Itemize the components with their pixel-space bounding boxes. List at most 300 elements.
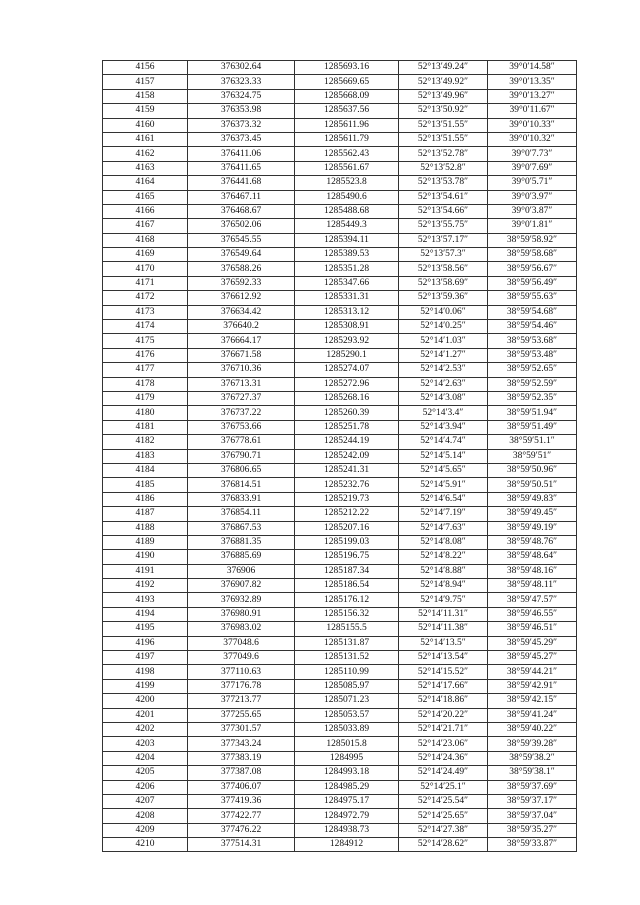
latitude-cell: 52°13′54.61″ <box>399 190 488 204</box>
latitude-cell: 52°14′7.63″ <box>399 521 488 535</box>
latitude-cell: 52°14′24.49″ <box>399 766 488 780</box>
x-coordinate-cell: 376502.06 <box>188 219 295 233</box>
table-row <box>103 579 577 593</box>
y-coordinate-cell: 1285611.96 <box>295 118 399 132</box>
point-number-cell: 4208 <box>103 809 188 823</box>
y-coordinate-cell: 1285693.16 <box>295 61 399 75</box>
latitude-cell: 52°14′5.65″ <box>399 463 488 477</box>
y-coordinate-cell: 1285313.12 <box>295 305 399 319</box>
point-number-cell: 4186 <box>103 492 188 506</box>
table-row <box>103 607 577 621</box>
latitude-cell: 52°13′49.92″ <box>399 75 488 89</box>
longitude-cell: 38°59′46.51″ <box>488 622 577 636</box>
longitude-cell: 38°59′49.45″ <box>488 507 577 521</box>
longitude-cell: 38°59′51.94″ <box>488 406 577 420</box>
longitude-cell: 39°0′14.58″ <box>488 61 577 75</box>
latitude-cell: 52°14′25.1″ <box>399 780 488 794</box>
latitude-cell: 52°14′3.94″ <box>399 420 488 434</box>
latitude-cell: 52°14′13.54″ <box>399 651 488 665</box>
table-row <box>103 535 577 549</box>
point-number-cell: 4210 <box>103 838 188 852</box>
latitude-cell: 52°13′49.24″ <box>399 61 488 75</box>
x-coordinate-cell: 376806.65 <box>188 463 295 477</box>
y-coordinate-cell: 1285260.39 <box>295 406 399 420</box>
point-number-cell: 4181 <box>103 420 188 434</box>
latitude-cell: 52°13′52.78″ <box>399 147 488 161</box>
latitude-cell: 52°14′5.91″ <box>399 478 488 492</box>
latitude-cell: 52°13′50.92″ <box>399 104 488 118</box>
table-row <box>103 161 577 175</box>
y-coordinate-cell: 1285110.99 <box>295 665 399 679</box>
x-coordinate-cell: 376753.66 <box>188 420 295 434</box>
table-row <box>103 492 577 506</box>
point-number-cell: 4167 <box>103 219 188 233</box>
latitude-cell: 52°14′6.54″ <box>399 492 488 506</box>
x-coordinate-cell: 376778.61 <box>188 435 295 449</box>
longitude-cell: 39°0′3.87″ <box>488 204 577 218</box>
point-number-cell: 4189 <box>103 535 188 549</box>
table-row <box>103 708 577 722</box>
table-row <box>103 463 577 477</box>
table-row <box>103 550 577 564</box>
point-number-cell: 4188 <box>103 521 188 535</box>
y-coordinate-cell: 1285033.89 <box>295 722 399 736</box>
latitude-cell: 52°14′8.94″ <box>399 579 488 593</box>
longitude-cell: 38°59′33.87″ <box>488 838 577 852</box>
longitude-cell: 38°59′48.64″ <box>488 550 577 564</box>
latitude-cell: 52°14′17.66″ <box>399 679 488 693</box>
point-number-cell: 4207 <box>103 794 188 808</box>
x-coordinate-cell: 376373.32 <box>188 118 295 132</box>
table-row <box>103 276 577 290</box>
point-number-cell: 4202 <box>103 722 188 736</box>
longitude-cell: 38°59′37.04″ <box>488 809 577 823</box>
point-number-cell: 4205 <box>103 766 188 780</box>
y-coordinate-cell: 1284938.73 <box>295 823 399 837</box>
point-number-cell: 4179 <box>103 391 188 405</box>
x-coordinate-cell: 376324.75 <box>188 89 295 103</box>
table-row <box>103 665 577 679</box>
x-coordinate-cell: 377422.77 <box>188 809 295 823</box>
y-coordinate-cell: 1285212.22 <box>295 507 399 521</box>
table-row <box>103 248 577 262</box>
x-coordinate-cell: 376867.53 <box>188 521 295 535</box>
latitude-cell: 52°14′0.06″ <box>399 305 488 319</box>
latitude-cell: 52°14′2.63″ <box>399 377 488 391</box>
latitude-cell: 52°14′23.06″ <box>399 737 488 751</box>
longitude-cell: 38°59′42.15″ <box>488 694 577 708</box>
latitude-cell: 52°13′53.78″ <box>399 176 488 190</box>
longitude-cell: 38°59′52.59″ <box>488 377 577 391</box>
table-row <box>103 694 577 708</box>
y-coordinate-cell: 1285156.32 <box>295 607 399 621</box>
table-row <box>103 132 577 146</box>
y-coordinate-cell: 1285131.52 <box>295 651 399 665</box>
x-coordinate-cell: 376737.22 <box>188 406 295 420</box>
table-row <box>103 838 577 852</box>
y-coordinate-cell: 1285131.87 <box>295 636 399 650</box>
longitude-cell: 39°0′7.69″ <box>488 161 577 175</box>
x-coordinate-cell: 376854.11 <box>188 507 295 521</box>
point-number-cell: 4163 <box>103 161 188 175</box>
table-row <box>103 219 577 233</box>
longitude-cell: 38°59′44.21″ <box>488 665 577 679</box>
y-coordinate-cell: 1285351.28 <box>295 262 399 276</box>
x-coordinate-cell: 376664.17 <box>188 334 295 348</box>
longitude-cell: 38°59′56.49″ <box>488 276 577 290</box>
point-number-cell: 4175 <box>103 334 188 348</box>
longitude-cell: 38°59′37.17″ <box>488 794 577 808</box>
y-coordinate-cell: 1285085.97 <box>295 679 399 693</box>
y-coordinate-cell: 1285669.65 <box>295 75 399 89</box>
x-coordinate-cell: 377255.65 <box>188 708 295 722</box>
longitude-cell: 39°0′1.81″ <box>488 219 577 233</box>
point-number-cell: 4168 <box>103 233 188 247</box>
table-row <box>103 823 577 837</box>
table-row <box>103 507 577 521</box>
x-coordinate-cell: 377514.31 <box>188 838 295 852</box>
x-coordinate-cell: 376671.58 <box>188 348 295 362</box>
y-coordinate-cell: 1284912 <box>295 838 399 852</box>
y-coordinate-cell: 1284995 <box>295 751 399 765</box>
point-number-cell: 4194 <box>103 607 188 621</box>
latitude-cell: 52°13′58.56″ <box>399 262 488 276</box>
latitude-cell: 52°14′4.74″ <box>399 435 488 449</box>
point-number-cell: 4162 <box>103 147 188 161</box>
point-number-cell: 4197 <box>103 651 188 665</box>
table-row <box>103 363 577 377</box>
longitude-cell: 38°59′51.1″ <box>488 435 577 449</box>
longitude-cell: 38°59′46.55″ <box>488 607 577 621</box>
y-coordinate-cell: 1285611.79 <box>295 132 399 146</box>
longitude-cell: 38°59′55.63″ <box>488 291 577 305</box>
point-number-cell: 4171 <box>103 276 188 290</box>
point-number-cell: 4191 <box>103 564 188 578</box>
longitude-cell: 38°59′39.28″ <box>488 737 577 751</box>
longitude-cell: 38°59′38.2″ <box>488 751 577 765</box>
x-coordinate-cell: 376441.68 <box>188 176 295 190</box>
table-row <box>103 651 577 665</box>
point-number-cell: 4178 <box>103 377 188 391</box>
table-row <box>103 291 577 305</box>
y-coordinate-cell: 1284972.79 <box>295 809 399 823</box>
longitude-cell: 38°59′48.76″ <box>488 535 577 549</box>
longitude-cell: 38°59′41.24″ <box>488 708 577 722</box>
table-row <box>103 679 577 693</box>
x-coordinate-cell: 377110.63 <box>188 665 295 679</box>
point-number-cell: 4180 <box>103 406 188 420</box>
table-row <box>103 780 577 794</box>
table-row <box>103 406 577 420</box>
x-coordinate-cell: 376592.33 <box>188 276 295 290</box>
x-coordinate-cell: 376545.55 <box>188 233 295 247</box>
x-coordinate-cell: 376323.33 <box>188 75 295 89</box>
point-number-cell: 4173 <box>103 305 188 319</box>
y-coordinate-cell: 1285241.31 <box>295 463 399 477</box>
table-row <box>103 722 577 736</box>
point-number-cell: 4185 <box>103 478 188 492</box>
point-number-cell: 4190 <box>103 550 188 564</box>
longitude-cell: 38°59′37.69″ <box>488 780 577 794</box>
latitude-cell: 52°14′5.14″ <box>399 449 488 463</box>
point-number-cell: 4200 <box>103 694 188 708</box>
latitude-cell: 52°14′8.88″ <box>399 564 488 578</box>
y-coordinate-cell: 1284993.18 <box>295 766 399 780</box>
y-coordinate-cell: 1284975.17 <box>295 794 399 808</box>
point-number-cell: 4201 <box>103 708 188 722</box>
latitude-cell: 52°14′24.36″ <box>399 751 488 765</box>
y-coordinate-cell: 1285176.12 <box>295 593 399 607</box>
table-row <box>103 61 577 75</box>
x-coordinate-cell: 376302.64 <box>188 61 295 75</box>
x-coordinate-cell: 377419.36 <box>188 794 295 808</box>
longitude-cell: 39°0′13.35″ <box>488 75 577 89</box>
latitude-cell: 52°14′2.53″ <box>399 363 488 377</box>
x-coordinate-cell: 377301.57 <box>188 722 295 736</box>
point-number-cell: 4164 <box>103 176 188 190</box>
x-coordinate-cell: 376468.67 <box>188 204 295 218</box>
latitude-cell: 52°14′20.22″ <box>399 708 488 722</box>
x-coordinate-cell: 376790.71 <box>188 449 295 463</box>
latitude-cell: 52°14′13.5″ <box>399 636 488 650</box>
longitude-cell: 38°59′54.68″ <box>488 305 577 319</box>
longitude-cell: 38°59′47.57″ <box>488 593 577 607</box>
x-coordinate-cell: 377049.6 <box>188 651 295 665</box>
point-number-cell: 4209 <box>103 823 188 837</box>
y-coordinate-cell: 1285071.23 <box>295 694 399 708</box>
latitude-cell: 52°14′3.4″ <box>399 406 488 420</box>
point-number-cell: 4158 <box>103 89 188 103</box>
x-coordinate-cell: 376612.92 <box>188 291 295 305</box>
y-coordinate-cell: 1285155.5 <box>295 622 399 636</box>
longitude-cell: 39°0′3.97″ <box>488 190 577 204</box>
longitude-cell: 38°59′49.19″ <box>488 521 577 535</box>
y-coordinate-cell: 1285523.8 <box>295 176 399 190</box>
latitude-cell: 52°14′3.08″ <box>399 391 488 405</box>
latitude-cell: 52°14′25.54″ <box>399 794 488 808</box>
point-number-cell: 4165 <box>103 190 188 204</box>
latitude-cell: 52°13′58.69″ <box>399 276 488 290</box>
longitude-cell: 38°59′58.68″ <box>488 248 577 262</box>
latitude-cell: 52°14′11.31″ <box>399 607 488 621</box>
longitude-cell: 38°59′51.49″ <box>488 420 577 434</box>
point-number-cell: 4172 <box>103 291 188 305</box>
table-row <box>103 204 577 218</box>
x-coordinate-cell: 376588.26 <box>188 262 295 276</box>
y-coordinate-cell: 1285242.09 <box>295 449 399 463</box>
latitude-cell: 52°13′51.55″ <box>399 132 488 146</box>
longitude-cell: 38°59′48.16″ <box>488 564 577 578</box>
point-number-cell: 4193 <box>103 593 188 607</box>
y-coordinate-cell: 1285488.68 <box>295 204 399 218</box>
y-coordinate-cell: 1285244.19 <box>295 435 399 449</box>
table-row <box>103 622 577 636</box>
point-number-cell: 4196 <box>103 636 188 650</box>
coordinates-table-body <box>103 61 577 852</box>
latitude-cell: 52°13′57.3″ <box>399 248 488 262</box>
longitude-cell: 39°0′11.67″ <box>488 104 577 118</box>
table-row <box>103 636 577 650</box>
point-number-cell: 4157 <box>103 75 188 89</box>
longitude-cell: 38°59′48.11″ <box>488 579 577 593</box>
x-coordinate-cell: 376640.2 <box>188 320 295 334</box>
y-coordinate-cell: 1285308.91 <box>295 320 399 334</box>
point-number-cell: 4195 <box>103 622 188 636</box>
x-coordinate-cell: 377048.6 <box>188 636 295 650</box>
longitude-cell: 38°59′54.46″ <box>488 320 577 334</box>
y-coordinate-cell: 1284985.29 <box>295 780 399 794</box>
table-row <box>103 794 577 808</box>
latitude-cell: 52°13′59.36″ <box>399 291 488 305</box>
table-row <box>103 521 577 535</box>
y-coordinate-cell: 1285331.31 <box>295 291 399 305</box>
longitude-cell: 38°59′56.67″ <box>488 262 577 276</box>
x-coordinate-cell: 377383.19 <box>188 751 295 765</box>
y-coordinate-cell: 1285561.67 <box>295 161 399 175</box>
table-row <box>103 420 577 434</box>
table-row <box>103 320 577 334</box>
x-coordinate-cell: 377476.22 <box>188 823 295 837</box>
table-row <box>103 391 577 405</box>
table-row <box>103 737 577 751</box>
longitude-cell: 38°59′53.48″ <box>488 348 577 362</box>
x-coordinate-cell: 376549.64 <box>188 248 295 262</box>
longitude-cell: 38°59′58.92″ <box>488 233 577 247</box>
x-coordinate-cell: 377343.24 <box>188 737 295 751</box>
table-row <box>103 564 577 578</box>
x-coordinate-cell: 376907.82 <box>188 579 295 593</box>
point-number-cell: 4187 <box>103 507 188 521</box>
latitude-cell: 52°14′7.19″ <box>399 507 488 521</box>
latitude-cell: 52°14′25.65″ <box>399 809 488 823</box>
point-number-cell: 4184 <box>103 463 188 477</box>
table-row <box>103 305 577 319</box>
table-row <box>103 751 577 765</box>
latitude-cell: 52°14′0.25″ <box>399 320 488 334</box>
y-coordinate-cell: 1285290.1 <box>295 348 399 362</box>
x-coordinate-cell: 376814.51 <box>188 478 295 492</box>
point-number-cell: 4204 <box>103 751 188 765</box>
latitude-cell: 52°13′49.96″ <box>399 89 488 103</box>
longitude-cell: 38°59′45.27″ <box>488 651 577 665</box>
latitude-cell: 52°14′8.08″ <box>399 535 488 549</box>
table-row <box>103 233 577 247</box>
y-coordinate-cell: 1285293.92 <box>295 334 399 348</box>
y-coordinate-cell: 1285449.3 <box>295 219 399 233</box>
latitude-cell: 52°14′8.22″ <box>399 550 488 564</box>
x-coordinate-cell: 377213.77 <box>188 694 295 708</box>
longitude-cell: 38°59′50.51″ <box>488 478 577 492</box>
y-coordinate-cell: 1285268.16 <box>295 391 399 405</box>
table-row <box>103 190 577 204</box>
point-number-cell: 4199 <box>103 679 188 693</box>
x-coordinate-cell: 376411.06 <box>188 147 295 161</box>
latitude-cell: 52°14′9.75″ <box>399 593 488 607</box>
coordinates-table <box>102 60 577 852</box>
latitude-cell: 52°14′11.38″ <box>399 622 488 636</box>
point-number-cell: 4159 <box>103 104 188 118</box>
point-number-cell: 4170 <box>103 262 188 276</box>
y-coordinate-cell: 1285232.76 <box>295 478 399 492</box>
longitude-cell: 38°59′51″ <box>488 449 577 463</box>
table-row <box>103 75 577 89</box>
y-coordinate-cell: 1285186.54 <box>295 579 399 593</box>
table-row <box>103 377 577 391</box>
table-row <box>103 89 577 103</box>
x-coordinate-cell: 376980.91 <box>188 607 295 621</box>
longitude-cell: 38°59′53.68″ <box>488 334 577 348</box>
longitude-cell: 39°0′5.71″ <box>488 176 577 190</box>
y-coordinate-cell: 1285347.66 <box>295 276 399 290</box>
point-number-cell: 4206 <box>103 780 188 794</box>
latitude-cell: 52°13′51.55″ <box>399 118 488 132</box>
longitude-cell: 38°59′52.35″ <box>488 391 577 405</box>
point-number-cell: 4174 <box>103 320 188 334</box>
table-row <box>103 348 577 362</box>
point-number-cell: 4160 <box>103 118 188 132</box>
point-number-cell: 4176 <box>103 348 188 362</box>
point-number-cell: 4177 <box>103 363 188 377</box>
longitude-cell: 38°59′50.96″ <box>488 463 577 477</box>
x-coordinate-cell: 376353.98 <box>188 104 295 118</box>
x-coordinate-cell: 377406.07 <box>188 780 295 794</box>
y-coordinate-cell: 1285207.16 <box>295 521 399 535</box>
y-coordinate-cell: 1285187.34 <box>295 564 399 578</box>
point-number-cell: 4203 <box>103 737 188 751</box>
x-coordinate-cell: 376983.02 <box>188 622 295 636</box>
latitude-cell: 52°13′52.8″ <box>399 161 488 175</box>
latitude-cell: 52°14′1.03″ <box>399 334 488 348</box>
x-coordinate-cell: 377387.08 <box>188 766 295 780</box>
table-row <box>103 334 577 348</box>
x-coordinate-cell: 376833.91 <box>188 492 295 506</box>
y-coordinate-cell: 1285389.53 <box>295 248 399 262</box>
longitude-cell: 39°0′13.27″ <box>488 89 577 103</box>
point-number-cell: 4156 <box>103 61 188 75</box>
x-coordinate-cell: 376411.65 <box>188 161 295 175</box>
x-coordinate-cell: 376710.36 <box>188 363 295 377</box>
y-coordinate-cell: 1285015.8 <box>295 737 399 751</box>
y-coordinate-cell: 1285490.6 <box>295 190 399 204</box>
point-number-cell: 4161 <box>103 132 188 146</box>
latitude-cell: 52°14′1.27″ <box>399 348 488 362</box>
table-row <box>103 478 577 492</box>
table-row <box>103 766 577 780</box>
y-coordinate-cell: 1285219.73 <box>295 492 399 506</box>
y-coordinate-cell: 1285562.43 <box>295 147 399 161</box>
x-coordinate-cell: 376932.89 <box>188 593 295 607</box>
latitude-cell: 52°13′54.66″ <box>399 204 488 218</box>
point-number-cell: 4183 <box>103 449 188 463</box>
point-number-cell: 4192 <box>103 579 188 593</box>
table-row <box>103 593 577 607</box>
table-row <box>103 449 577 463</box>
longitude-cell: 38°59′40.22″ <box>488 722 577 736</box>
longitude-cell: 38°59′38.1″ <box>488 766 577 780</box>
longitude-cell: 38°59′42.91″ <box>488 679 577 693</box>
longitude-cell: 38°59′52.65″ <box>488 363 577 377</box>
latitude-cell: 52°14′21.71″ <box>399 722 488 736</box>
x-coordinate-cell: 376885.69 <box>188 550 295 564</box>
x-coordinate-cell: 376373.45 <box>188 132 295 146</box>
latitude-cell: 52°13′55.75″ <box>399 219 488 233</box>
y-coordinate-cell: 1285196.75 <box>295 550 399 564</box>
point-number-cell: 4198 <box>103 665 188 679</box>
table-row <box>103 809 577 823</box>
y-coordinate-cell: 1285199.03 <box>295 535 399 549</box>
latitude-cell: 52°14′18.86″ <box>399 694 488 708</box>
point-number-cell: 4169 <box>103 248 188 262</box>
